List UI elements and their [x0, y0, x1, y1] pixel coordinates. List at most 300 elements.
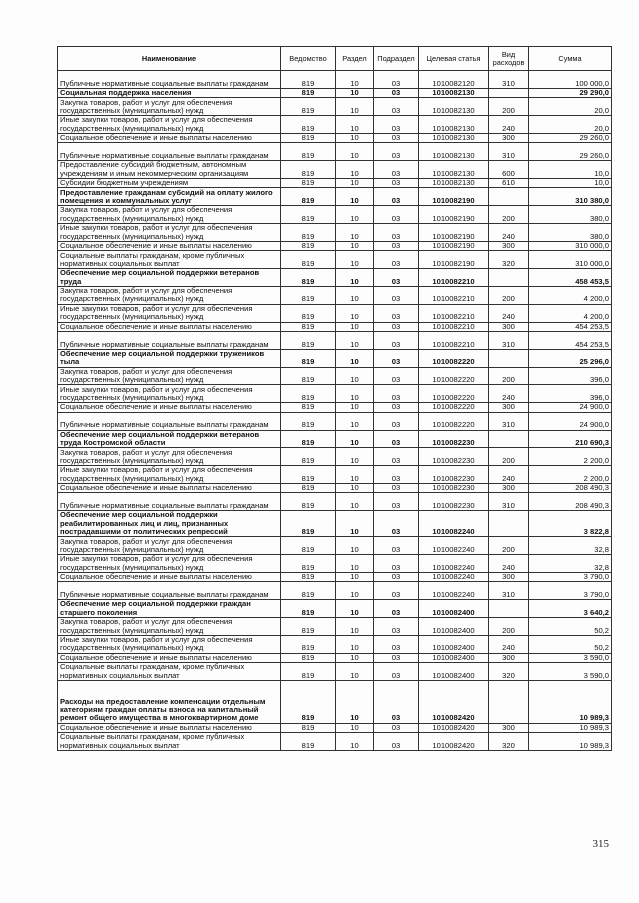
cell-department: 819: [281, 618, 336, 636]
cell-name: Публичные нормативные социальные выплаты гражданам: [58, 412, 281, 430]
cell-name: Иные закупки товаров, работ и услуг для обеспечения государственных (муниципальных) нужд: [58, 304, 281, 322]
cell-subsection: 03: [374, 600, 419, 618]
cell-subsection: 03: [374, 537, 419, 555]
cell-name: Социальное обеспечение и иные выплаты населению: [58, 322, 281, 332]
header-section: Раздел: [336, 47, 374, 71]
cell-section: 10: [336, 206, 374, 224]
cell-department: 819: [281, 385, 336, 403]
cell-department: 819: [281, 537, 336, 555]
cell-name: Обеспечение мер социальной поддержки тружеников тыла: [58, 349, 281, 367]
cell-name: Закупка товаров, работ и услуг для обеспечения государственных (муниципальных) нужд: [58, 286, 281, 304]
cell-section: 10: [336, 251, 374, 269]
cell-expense-type: 300: [489, 483, 529, 493]
table-row: [58, 448, 612, 466]
cell-expense-type: [489, 349, 529, 367]
cell-target-item: 1010082190: [419, 251, 489, 269]
cell-department: 819: [281, 430, 336, 448]
cell-expense-type: [489, 269, 529, 287]
cell-target-item: 1010082210: [419, 332, 489, 350]
cell-subsection: 03: [374, 511, 419, 537]
cell-target-item: 1010082240: [419, 582, 489, 600]
cell-name: Закупка товаров, работ и услуг для обеспечения государственных (муниципальных) нужд: [58, 618, 281, 636]
cell-name: Обеспечение мер социальной поддержки реабилитированных лиц и лиц, признанных пострадавшими от политических репрессий: [58, 511, 281, 537]
cell-subsection: 03: [374, 448, 419, 466]
cell-name: Социальные выплаты гражданам, кроме публичных нормативных социальных выплат: [58, 251, 281, 269]
table-row: [58, 403, 612, 413]
cell-target-item: 1010082190: [419, 241, 489, 251]
cell-target-item: 1010082420: [419, 723, 489, 733]
cell-department: 819: [281, 133, 336, 143]
cell-amount: 32,8: [529, 537, 612, 555]
cell-subsection: 03: [374, 286, 419, 304]
cell-department: 819: [281, 161, 336, 179]
budget-table: [57, 46, 612, 751]
cell-section: 10: [336, 71, 374, 89]
cell-amount: 454 253,5: [529, 322, 612, 332]
cell-name: Обеспечение мер социальной поддержки граждан старшего поколения: [58, 600, 281, 618]
cell-amount: 20,0: [529, 98, 612, 116]
cell-expense-type: [489, 600, 529, 618]
cell-name: Социальные выплаты гражданам, кроме публичных нормативных социальных выплат: [58, 663, 281, 681]
table-row: [58, 493, 612, 511]
cell-amount: 208 490,3: [529, 483, 612, 493]
cell-amount: 100 000,0: [529, 71, 612, 89]
cell-subsection: 03: [374, 653, 419, 663]
cell-subsection: 03: [374, 412, 419, 430]
cell-section: 10: [336, 269, 374, 287]
cell-department: 819: [281, 448, 336, 466]
cell-expense-type: 240: [489, 385, 529, 403]
cell-amount: 10 989,3: [529, 723, 612, 733]
cell-target-item: 1010082240: [419, 537, 489, 555]
table-row: [58, 88, 612, 98]
cell-target-item: 1010082120: [419, 71, 489, 89]
cell-expense-type: 300: [489, 241, 529, 251]
cell-expense-type: 300: [489, 322, 529, 332]
cell-department: 819: [281, 600, 336, 618]
cell-target-item: 1010082220: [419, 367, 489, 385]
cell-amount: 24 900,0: [529, 412, 612, 430]
cell-section: 10: [336, 286, 374, 304]
cell-expense-type: 200: [489, 206, 529, 224]
cell-name: Иные закупки товаров, работ и услуг для обеспечения государственных (муниципальных) нужд: [58, 224, 281, 242]
cell-target-item: 1010082130: [419, 98, 489, 116]
cell-section: 10: [336, 555, 374, 573]
cell-expense-type: 320: [489, 251, 529, 269]
cell-expense-type: 300: [489, 133, 529, 143]
cell-target-item: 1010082400: [419, 635, 489, 653]
cell-section: 10: [336, 98, 374, 116]
table-row: [58, 511, 612, 537]
cell-amount: 4 200,0: [529, 286, 612, 304]
cell-amount: 2 200,0: [529, 466, 612, 484]
cell-section: 10: [336, 653, 374, 663]
cell-amount: 310 380,0: [529, 188, 612, 206]
cell-section: 10: [336, 188, 374, 206]
cell-amount: 4 200,0: [529, 304, 612, 322]
cell-department: 819: [281, 116, 336, 134]
cell-subsection: 03: [374, 98, 419, 116]
cell-target-item: 1010082220: [419, 403, 489, 413]
cell-subsection: 03: [374, 224, 419, 242]
cell-name: Обеспечение мер социальной поддержки ветеранов труда: [58, 269, 281, 287]
cell-subsection: 03: [374, 161, 419, 179]
cell-target-item: 1010082400: [419, 653, 489, 663]
cell-department: 819: [281, 483, 336, 493]
cell-amount: 380,0: [529, 224, 612, 242]
table-row: [58, 71, 612, 89]
cell-expense-type: 240: [489, 116, 529, 134]
cell-target-item: 1010082400: [419, 600, 489, 618]
cell-department: 819: [281, 178, 336, 188]
cell-name: Социальная поддержка населения: [58, 88, 281, 98]
cell-target-item: 1010082130: [419, 178, 489, 188]
table-row: [58, 143, 612, 161]
cell-section: 10: [336, 733, 374, 751]
cell-department: 819: [281, 251, 336, 269]
table-row: [58, 286, 612, 304]
cell-subsection: 03: [374, 723, 419, 733]
cell-expense-type: 300: [489, 723, 529, 733]
cell-amount: 3 590,0: [529, 653, 612, 663]
cell-department: 819: [281, 733, 336, 751]
cell-subsection: 03: [374, 133, 419, 143]
cell-name: Закупка товаров, работ и услуг для обеспечения государственных (муниципальных) нужд: [58, 367, 281, 385]
table-row: [58, 322, 612, 332]
table-row: [58, 635, 612, 653]
cell-name: Закупка товаров, работ и услуг для обеспечения государственных (муниципальных) нужд: [58, 537, 281, 555]
cell-expense-type: 610: [489, 178, 529, 188]
cell-amount: 210 690,3: [529, 430, 612, 448]
cell-target-item: 1010082420: [419, 680, 489, 723]
cell-subsection: 03: [374, 332, 419, 350]
cell-expense-type: 200: [489, 618, 529, 636]
cell-department: 819: [281, 367, 336, 385]
table-row: [58, 555, 612, 573]
cell-subsection: 03: [374, 733, 419, 751]
cell-department: 819: [281, 332, 336, 350]
table-row: [58, 178, 612, 188]
cell-target-item: 1010082210: [419, 322, 489, 332]
cell-department: 819: [281, 412, 336, 430]
cell-amount: 29 260,0: [529, 133, 612, 143]
cell-subsection: 03: [374, 269, 419, 287]
cell-expense-type: 300: [489, 403, 529, 413]
cell-name: Предоставление субсидий бюджетным, автономным учреждениям и иным некоммерческим организациям: [58, 161, 281, 179]
header-amount: Сумма: [529, 47, 612, 71]
table-row: [58, 653, 612, 663]
cell-department: 819: [281, 572, 336, 582]
cell-department: 819: [281, 241, 336, 251]
cell-department: 819: [281, 224, 336, 242]
cell-amount: 10 989,3: [529, 733, 612, 751]
cell-name: Социальное обеспечение и иные выплаты населению: [58, 572, 281, 582]
cell-amount: 50,2: [529, 635, 612, 653]
cell-section: 10: [336, 332, 374, 350]
cell-subsection: 03: [374, 188, 419, 206]
cell-subsection: 03: [374, 430, 419, 448]
cell-name: Публичные нормативные социальные выплаты гражданам: [58, 332, 281, 350]
cell-name: Предоставление гражданам субсидий на оплату жилого помещения и коммунальных услуг: [58, 188, 281, 206]
header-subsection: Подраздел: [374, 47, 419, 71]
header-expense-type: Вид расходов: [489, 47, 529, 71]
cell-name: Социальные выплаты гражданам, кроме публичных нормативных социальных выплат: [58, 733, 281, 751]
cell-department: 819: [281, 349, 336, 367]
cell-section: 10: [336, 600, 374, 618]
cell-target-item: 1010082420: [419, 733, 489, 751]
cell-section: 10: [336, 178, 374, 188]
cell-name: Публичные нормативные социальные выплаты гражданам: [58, 582, 281, 600]
cell-section: 10: [336, 349, 374, 367]
cell-target-item: 1010082230: [419, 493, 489, 511]
cell-subsection: 03: [374, 555, 419, 573]
cell-subsection: 03: [374, 466, 419, 484]
cell-subsection: 03: [374, 349, 419, 367]
cell-section: 10: [336, 723, 374, 733]
header-department: Ведомство: [281, 47, 336, 71]
cell-department: 819: [281, 286, 336, 304]
cell-amount: 29 290,0: [529, 88, 612, 98]
cell-target-item: 1010082230: [419, 448, 489, 466]
cell-section: 10: [336, 572, 374, 582]
cell-subsection: 03: [374, 116, 419, 134]
cell-name: Социальное обеспечение и иные выплаты населению: [58, 403, 281, 413]
cell-target-item: 1010082130: [419, 116, 489, 134]
cell-section: 10: [336, 224, 374, 242]
cell-section: 10: [336, 385, 374, 403]
table-row: [58, 241, 612, 251]
cell-name: Публичные нормативные социальные выплаты гражданам: [58, 71, 281, 89]
cell-amount: 10,0: [529, 178, 612, 188]
cell-amount: 3 790,0: [529, 572, 612, 582]
cell-section: 10: [336, 483, 374, 493]
cell-department: 819: [281, 680, 336, 723]
cell-subsection: 03: [374, 385, 419, 403]
cell-amount: 454 253,5: [529, 332, 612, 350]
cell-name: Расходы на предоставление компенсации отдельным категориям граждан оплаты взноса на капитальный ремонт общего имущества в многоквартирном доме: [58, 680, 281, 723]
cell-expense-type: 240: [489, 555, 529, 573]
cell-amount: 3 822,8: [529, 511, 612, 537]
cell-section: 10: [336, 133, 374, 143]
cell-target-item: 1010082190: [419, 188, 489, 206]
cell-expense-type: 200: [489, 537, 529, 555]
cell-name: Иные закупки товаров, работ и услуг для обеспечения государственных (муниципальных) нужд: [58, 466, 281, 484]
cell-subsection: 03: [374, 663, 419, 681]
cell-target-item: 1010082210: [419, 304, 489, 322]
cell-target-item: 1010082210: [419, 269, 489, 287]
table-row: [58, 680, 612, 723]
cell-section: 10: [336, 403, 374, 413]
cell-section: 10: [336, 466, 374, 484]
cell-subsection: 03: [374, 618, 419, 636]
table-body: [58, 71, 612, 751]
cell-section: 10: [336, 367, 374, 385]
table-row: [58, 367, 612, 385]
cell-name: Социальное обеспечение и иные выплаты населению: [58, 723, 281, 733]
cell-expense-type: 200: [489, 286, 529, 304]
cell-section: 10: [336, 511, 374, 537]
table-row: [58, 582, 612, 600]
cell-amount: 24 900,0: [529, 403, 612, 413]
cell-expense-type: 300: [489, 653, 529, 663]
cell-department: 819: [281, 493, 336, 511]
cell-expense-type: 240: [489, 224, 529, 242]
cell-amount: 10 989,3: [529, 680, 612, 723]
cell-subsection: 03: [374, 178, 419, 188]
cell-amount: 2 200,0: [529, 448, 612, 466]
cell-section: 10: [336, 493, 374, 511]
cell-target-item: 1010082130: [419, 133, 489, 143]
cell-amount: 3 590,0: [529, 663, 612, 681]
cell-department: 819: [281, 653, 336, 663]
header-name: Наименование: [58, 47, 281, 71]
cell-amount: 310 000,0: [529, 251, 612, 269]
cell-name: Иные закупки товаров, работ и услуг для обеспечения государственных (муниципальных) нужд: [58, 635, 281, 653]
cell-expense-type: 200: [489, 367, 529, 385]
cell-section: 10: [336, 582, 374, 600]
cell-expense-type: 600: [489, 161, 529, 179]
cell-target-item: 1010082230: [419, 430, 489, 448]
cell-subsection: 03: [374, 304, 419, 322]
table-row: [58, 723, 612, 733]
cell-department: 819: [281, 635, 336, 653]
cell-target-item: 1010082220: [419, 412, 489, 430]
table-row: [58, 466, 612, 484]
header-target-item: Целевая статья: [419, 47, 489, 71]
cell-name: Публичные нормативные социальные выплаты гражданам: [58, 143, 281, 161]
cell-department: 819: [281, 723, 336, 733]
cell-subsection: 03: [374, 143, 419, 161]
cell-name: Субсидии бюджетным учреждениям: [58, 178, 281, 188]
cell-target-item: 1010082190: [419, 224, 489, 242]
cell-expense-type: 310: [489, 332, 529, 350]
table-row: [58, 412, 612, 430]
cell-target-item: 1010082240: [419, 572, 489, 582]
cell-expense-type: 300: [489, 572, 529, 582]
cell-name: Закупка товаров, работ и услуг для обеспечения государственных (муниципальных) нужд: [58, 98, 281, 116]
cell-subsection: 03: [374, 635, 419, 653]
cell-section: 10: [336, 635, 374, 653]
cell-department: 819: [281, 322, 336, 332]
cell-target-item: 1010082230: [419, 466, 489, 484]
table-row: [58, 600, 612, 618]
cell-subsection: 03: [374, 403, 419, 413]
cell-section: 10: [336, 430, 374, 448]
cell-department: 819: [281, 269, 336, 287]
cell-target-item: 1010082400: [419, 663, 489, 681]
cell-name: Иные закупки товаров, работ и услуг для обеспечения государственных (муниципальных) нужд: [58, 555, 281, 573]
table-row: [58, 618, 612, 636]
cell-amount: 3 640,2: [529, 600, 612, 618]
cell-expense-type: 320: [489, 663, 529, 681]
cell-section: 10: [336, 116, 374, 134]
cell-department: 819: [281, 304, 336, 322]
table-header-row: [58, 47, 612, 71]
cell-amount: 25 296,0: [529, 349, 612, 367]
cell-target-item: 1010082130: [419, 88, 489, 98]
cell-target-item: 1010082400: [419, 618, 489, 636]
cell-target-item: 1010082240: [419, 511, 489, 537]
cell-department: 819: [281, 143, 336, 161]
cell-subsection: 03: [374, 241, 419, 251]
cell-amount: 458 453,5: [529, 269, 612, 287]
cell-subsection: 03: [374, 582, 419, 600]
cell-subsection: 03: [374, 88, 419, 98]
cell-subsection: 03: [374, 572, 419, 582]
cell-amount: 50,2: [529, 618, 612, 636]
cell-amount: 396,0: [529, 385, 612, 403]
table-row: [58, 98, 612, 116]
table-row: [58, 483, 612, 493]
cell-amount: 380,0: [529, 206, 612, 224]
cell-department: 819: [281, 98, 336, 116]
table-row: [58, 133, 612, 143]
cell-subsection: 03: [374, 71, 419, 89]
cell-name: Социальное обеспечение и иные выплаты населению: [58, 133, 281, 143]
cell-expense-type: 200: [489, 98, 529, 116]
cell-name: Иные закупки товаров, работ и услуг для обеспечения государственных (муниципальных) нужд: [58, 385, 281, 403]
cell-subsection: 03: [374, 493, 419, 511]
cell-section: 10: [336, 88, 374, 98]
cell-department: 819: [281, 466, 336, 484]
cell-amount: 32,8: [529, 555, 612, 573]
cell-section: 10: [336, 412, 374, 430]
table-row: [58, 332, 612, 350]
table-row: [58, 206, 612, 224]
cell-name: Закупка товаров, работ и услуг для обеспечения государственных (муниципальных) нужд: [58, 206, 281, 224]
cell-expense-type: [489, 430, 529, 448]
table-row: [58, 304, 612, 322]
cell-section: 10: [336, 304, 374, 322]
cell-department: 819: [281, 88, 336, 98]
cell-expense-type: [489, 511, 529, 537]
table-row: [58, 537, 612, 555]
cell-section: 10: [336, 663, 374, 681]
cell-expense-type: 310: [489, 412, 529, 430]
cell-target-item: 1010082220: [419, 385, 489, 403]
table-row: [58, 349, 612, 367]
cell-amount: 29 260,0: [529, 143, 612, 161]
table-row: [58, 161, 612, 179]
cell-target-item: 1010082240: [419, 555, 489, 573]
cell-subsection: 03: [374, 483, 419, 493]
cell-amount: 20,0: [529, 116, 612, 134]
cell-name: Социальное обеспечение и иные выплаты населению: [58, 241, 281, 251]
cell-expense-type: [489, 188, 529, 206]
cell-expense-type: 240: [489, 635, 529, 653]
cell-amount: 10,0: [529, 161, 612, 179]
table-row: [58, 385, 612, 403]
cell-department: 819: [281, 71, 336, 89]
table-row: [58, 430, 612, 448]
cell-expense-type: 310: [489, 143, 529, 161]
cell-section: 10: [336, 161, 374, 179]
cell-name: Закупка товаров, работ и услуг для обеспечения государственных (муниципальных) нужд: [58, 448, 281, 466]
table-row: [58, 663, 612, 681]
table-row: [58, 224, 612, 242]
cell-name: Социальное обеспечение и иные выплаты населению: [58, 483, 281, 493]
cell-department: 819: [281, 206, 336, 224]
cell-section: 10: [336, 241, 374, 251]
cell-amount: 396,0: [529, 367, 612, 385]
table-row: [58, 572, 612, 582]
cell-subsection: 03: [374, 206, 419, 224]
cell-section: 10: [336, 143, 374, 161]
cell-section: 10: [336, 448, 374, 466]
cell-target-item: 1010082230: [419, 483, 489, 493]
cell-target-item: 1010082190: [419, 206, 489, 224]
cell-expense-type: 320: [489, 733, 529, 751]
